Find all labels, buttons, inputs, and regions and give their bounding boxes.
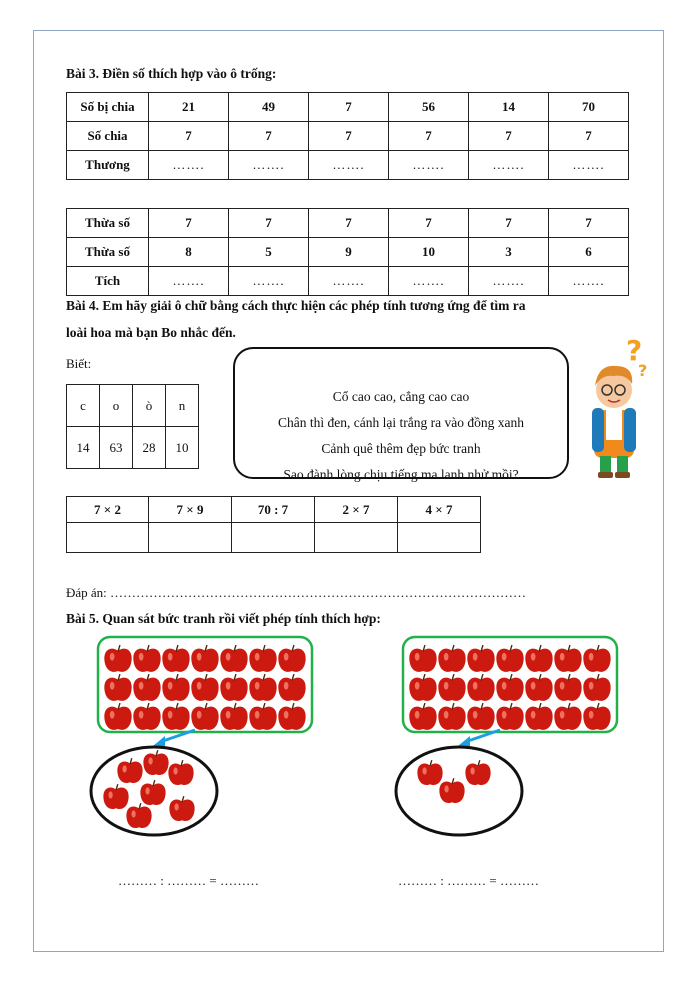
- key-number: 63: [100, 427, 133, 469]
- letter-key-table: [66, 384, 199, 469]
- operation-cell: 70 : 7: [232, 497, 315, 523]
- bai5-title: Bài 5. Quan sát bức tranh rồi viết phép tính thích hợp:: [66, 611, 381, 626]
- key-letter: c: [67, 385, 100, 427]
- division-answer-cell[interactable]: …….: [149, 151, 229, 180]
- division-cell: 7: [549, 122, 629, 151]
- bai3-title: Bài 3. Điền số thích hợp vào ô trống:: [66, 66, 277, 81]
- multiplication-answer-cell[interactable]: …….: [549, 267, 629, 296]
- division-row: [67, 151, 629, 180]
- division-cell: 7: [149, 122, 229, 151]
- riddle-line: Cổ cao cao, cẳng cao cao: [332, 389, 470, 404]
- key-number: 14: [67, 427, 100, 469]
- known-label: Biết:: [66, 356, 92, 371]
- division-answer-cell[interactable]: …….: [549, 151, 629, 180]
- multiplication-answer-cell[interactable]: …….: [229, 267, 309, 296]
- multiplication-cell: 7: [309, 209, 389, 238]
- multiplication-cell: 7: [469, 209, 549, 238]
- operation-answer-cell[interactable]: [149, 523, 232, 553]
- multiplication-answer-cell[interactable]: …….: [389, 267, 469, 296]
- riddle-line: Cảnh quê thêm đẹp bức tranh: [321, 441, 481, 456]
- division-answer-cell[interactable]: …….: [309, 151, 389, 180]
- operation-answer-cell[interactable]: [315, 523, 398, 553]
- division-cell: 14: [469, 93, 549, 122]
- multiplication-cell: 3: [469, 238, 549, 267]
- division-row-label: Số chia: [67, 122, 149, 151]
- division-answer-cell[interactable]: …….: [389, 151, 469, 180]
- multiplication-answer-cell[interactable]: …….: [469, 267, 549, 296]
- answer-line[interactable]: Đáp án: ……………………………………………………………………………………: [66, 585, 527, 600]
- boy-thinking-illustration: [582, 330, 652, 480]
- riddle-box: [233, 347, 569, 482]
- bai3-table-division: [66, 92, 629, 180]
- multiplication-cell: 7: [229, 209, 309, 238]
- multiplication-cell: 5: [229, 238, 309, 267]
- operation-cell: 4 × 7: [398, 497, 481, 523]
- operation-cell: 2 × 7: [315, 497, 398, 523]
- bai4-title-line2: loài hoa mà bạn Bo nhắc đến.: [66, 325, 236, 340]
- operation-answer-cell[interactable]: [398, 523, 481, 553]
- division-cell: 7: [229, 122, 309, 151]
- multiplication-row-label: Thừa số: [67, 238, 149, 267]
- multiplication-cell: 10: [389, 238, 469, 267]
- arrow-head-icon: [153, 736, 165, 747]
- question-mark-icon: ?: [626, 334, 643, 367]
- riddle-line: Chân thì đen, cánh lại trắng ra vào đồng xanh: [278, 415, 524, 430]
- division-answer-cell[interactable]: …….: [469, 151, 549, 180]
- division-row-label: Thương: [67, 151, 149, 180]
- key-letter: o: [100, 385, 133, 427]
- division-cell: 21: [149, 93, 229, 122]
- division-cell: 70: [549, 93, 629, 122]
- multiplication-answer-cell[interactable]: …….: [149, 267, 229, 296]
- multiplication-cell: 8: [149, 238, 229, 267]
- operation-cell: 7 × 9: [149, 497, 232, 523]
- multiplication-row: [67, 267, 629, 296]
- multiplication-cell: 7: [549, 209, 629, 238]
- arrow-head-icon: [458, 736, 470, 747]
- division-cell: 56: [389, 93, 469, 122]
- operation-answer-cell[interactable]: [232, 523, 315, 553]
- multiplication-row-label: Tích: [67, 267, 149, 296]
- multiplication-cell: 9: [309, 238, 389, 267]
- division-row: [67, 93, 629, 122]
- bai4-title-line1: Bài 4. Em hãy giải ô chữ bằng cách thực hiện các phép tính tương ứng để tìm ra: [66, 298, 526, 313]
- key-letter: ò: [133, 385, 166, 427]
- division-row: [67, 122, 629, 151]
- multiplication-cell: 7: [149, 209, 229, 238]
- key-number: 28: [133, 427, 166, 469]
- operation-answer-cell[interactable]: [67, 523, 149, 553]
- multiplication-row-label: Thừa số: [67, 209, 149, 238]
- operation-cell: 7 × 2: [67, 497, 149, 523]
- division-row-label: Số bị chia: [67, 93, 149, 122]
- operations-table: [66, 496, 481, 553]
- multiplication-cell: 6: [549, 238, 629, 267]
- division-cell: 7: [469, 122, 549, 151]
- riddle-line: Sao đành lòng chịu tiếng ma lanh nhử mồi?: [283, 467, 519, 482]
- equation-right[interactable]: ……… : ……… = ………: [398, 873, 539, 888]
- apple-picture-left: [85, 632, 325, 842]
- division-cell: 7: [309, 122, 389, 151]
- multiplication-cell: 7: [389, 209, 469, 238]
- division-cell: 7: [389, 122, 469, 151]
- key-number: 10: [166, 427, 199, 469]
- division-cell: 7: [309, 93, 389, 122]
- bai3-table-multiplication: [66, 208, 629, 296]
- apple-picture-right: [390, 632, 630, 842]
- key-letter: n: [166, 385, 199, 427]
- multiplication-answer-cell[interactable]: …….: [309, 267, 389, 296]
- equation-left[interactable]: ……… : ……… = ………: [118, 873, 259, 888]
- multiplication-row: [67, 209, 629, 238]
- division-answer-cell[interactable]: …….: [229, 151, 309, 180]
- division-cell: 49: [229, 93, 309, 122]
- multiplication-row: [67, 238, 629, 267]
- svg-text:?: ?: [638, 361, 648, 380]
